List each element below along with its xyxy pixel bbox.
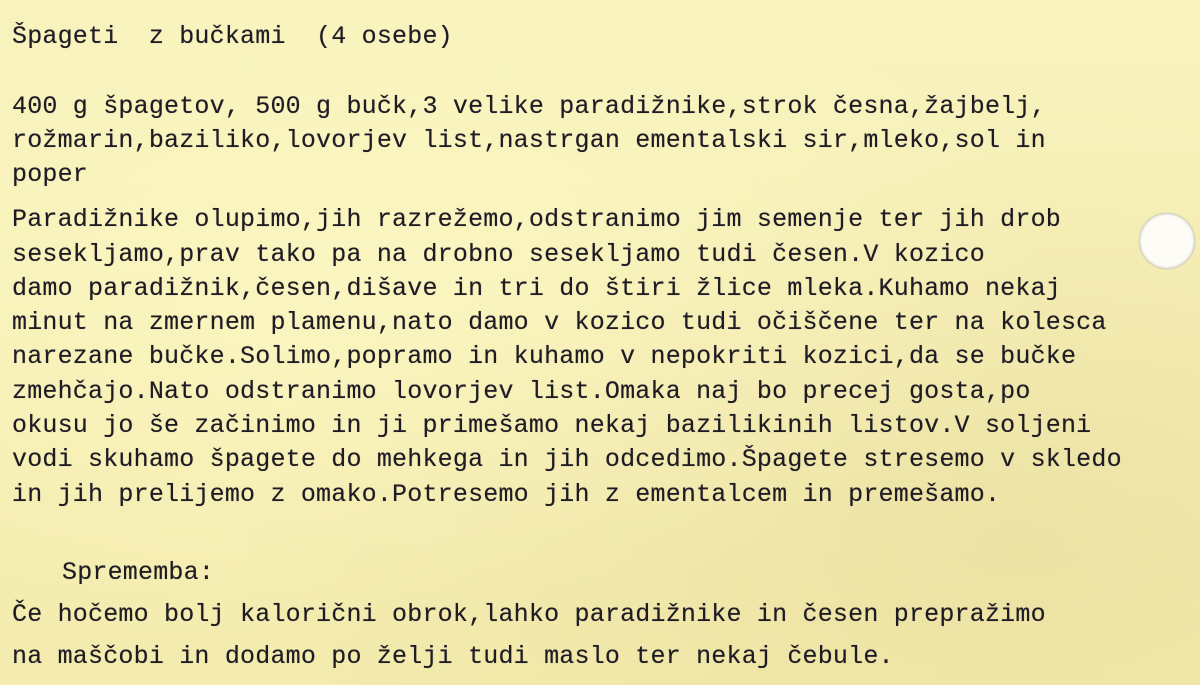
punched-hole	[1139, 213, 1195, 269]
method-line-6: zmehčajo.Nato odstranimo lovorjev list.Omaka naj bo precej gosta,po	[12, 377, 1031, 406]
variation-line-1: Če hočemo bolj kalorični obrok,lahko paradižnike in česen prepražimo	[12, 600, 1046, 629]
method-line-2: sesekljamo,prav tako pa na drobno sesekljamo tudi česen.V kozico	[12, 240, 985, 269]
method-line-9: in jih prelijemo z omako.Potresemo jih z ementalcem in premešamo.	[12, 480, 1001, 509]
method-line-7: okusu jo še začinimo in ji primešamo nekaj bazilikinih listov.V soljeni	[12, 411, 1092, 440]
ingredients-line-2: rožmarin,baziliko,lovorjev list,nastrgan ementalski sir,mleko,sol in	[12, 126, 1046, 155]
recipe-title: Špageti z bučkami (4 osebe)	[12, 22, 453, 51]
variation-heading: Sprememba:	[62, 558, 215, 587]
method-line-8: vodi skuhamo špagete do mehkega in jih odcedimo.Špagete stresemo v skledo	[12, 445, 1122, 474]
ingredients-line-3: poper	[12, 160, 89, 189]
variation-line-2: na maščobi in dodamo po želji tudi maslo ter nekaj čebule.	[12, 642, 894, 671]
method-line-1: Paradižnike olupimo,jih razrežemo,odstranimo jim semenje ter jih drob	[12, 205, 1061, 234]
method-line-3: damo paradižnik,česen,dišave in tri do štiri žlice mleka.Kuhamo nekaj	[12, 274, 1061, 303]
ingredients-line-1: 400 g špagetov, 500 g bučk,3 velike paradižnike,strok česna,žajbelj,	[12, 92, 1046, 121]
method-line-5: narezane bučke.Solimo,popramo in kuhamo v nepokriti kozici,da se bučke	[12, 342, 1077, 371]
method-line-4: minut na zmernem plamenu,nato damo v kozico tudi očiščene ter na kolesca	[12, 308, 1107, 337]
